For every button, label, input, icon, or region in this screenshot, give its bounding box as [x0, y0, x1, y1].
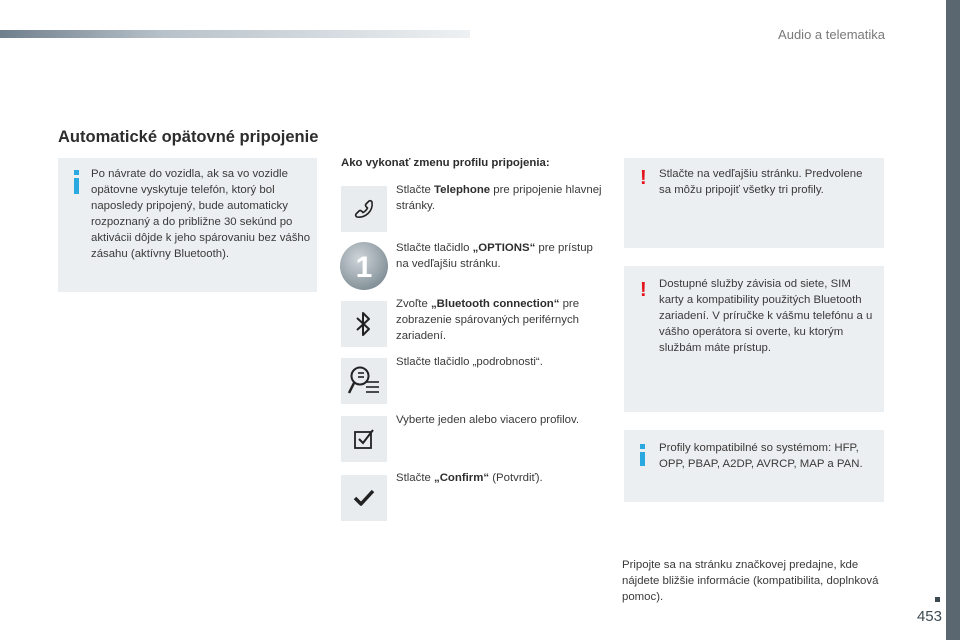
warning-box-services	[624, 266, 884, 412]
confirm-label: „Confirm“	[434, 472, 490, 484]
warning-icon: !	[640, 279, 647, 301]
step-text-part: Stlačte	[396, 184, 434, 196]
warning-box-subpage	[624, 158, 884, 248]
step-number: 1	[355, 251, 373, 284]
warning-text: Dostupné služby závisia od siete, SIM karty a kompatibility použitých Bluetooth zariadení. V príručke k vášmu telefónu a u vášho operátora si overte, ku ktorým službám máte prístup.	[659, 278, 873, 354]
telephone-label: Telephone	[434, 184, 491, 196]
step-telephone-text	[396, 182, 606, 214]
info-box-auto-reconnect	[58, 158, 317, 292]
bluetooth-connection-label: „Bluetooth connection“	[430, 298, 560, 310]
phone-icon	[352, 197, 376, 221]
chapter-title: Audio a telematika	[778, 27, 885, 42]
step-text-part: Stlačte	[396, 472, 434, 484]
info-box-profiles	[624, 430, 884, 502]
header-gradient-bar	[0, 30, 470, 38]
info-text: Po návrate do vozidla, ak sa vo vozidle opätovne vyskytuje telefón, ktorý bol naposledy pripojený, bude automaticky rozpoznaný a do približne 30 sekúnd po aktivácii dôjde k jeho spárovaniu bez vášho zásahu (aktívny Bluetooth).	[91, 168, 311, 260]
step-text-part: pre zobrazenie spárovaných periférnych zariadení.	[396, 298, 580, 342]
warning-text: Stlačte na vedľajšiu stránku. Predvolene sa môžu pripojiť všetky tri profily.	[659, 168, 863, 196]
section-title: Automatické opätovné pripojenie	[58, 128, 319, 146]
info-icon	[74, 178, 79, 194]
step-details-text: Stlačte tlačidlo „podrobnosti“.	[396, 356, 543, 368]
page-marker	[935, 597, 940, 602]
phone-tile	[341, 186, 387, 232]
step-text-part: Stlačte tlačidlo	[396, 242, 473, 254]
step-options-text	[396, 240, 606, 272]
details-tile	[341, 358, 387, 404]
checkmark-tile	[341, 475, 387, 521]
info-icon	[640, 452, 645, 466]
checkmark-icon	[352, 486, 376, 510]
bluetooth-tile	[341, 301, 387, 347]
page-edge-strip	[946, 0, 960, 640]
step-select-text: Vyberte jeden alebo viacero profilov.	[396, 414, 579, 426]
step-confirm-text	[396, 470, 606, 486]
checkbox-tile	[341, 416, 387, 462]
step-text-part: Zvoľte	[396, 298, 431, 310]
step-text-part: pre pripojenie hlavnej stránky.	[396, 184, 602, 212]
info-text: Profily kompatibilné so systémom: HFP, OPP, PBAP, A2DP, AVRCP, MAP a PAN.	[659, 442, 863, 470]
step-text-part: (Potvrdiť).	[489, 472, 543, 484]
bluetooth-icon	[353, 309, 375, 339]
steps-heading: Ako vykonať zmenu profilu pripojenia:	[341, 157, 550, 169]
step-bluetooth-text	[396, 296, 606, 344]
checkbox-icon	[352, 427, 376, 451]
step-number-badge	[338, 240, 390, 292]
options-label: „OPTIONS“	[472, 242, 536, 254]
details-icon	[346, 363, 382, 399]
page-number: 453	[916, 608, 942, 625]
footer-note: Pripojte sa na stránku značkovej predajne, kde nájdete bližšie informácie (kompatibilita, doplnková pomoc).	[622, 559, 879, 603]
warning-icon: !	[640, 167, 647, 189]
step-text-part: pre prístup na vedľajšiu stránku.	[396, 242, 593, 270]
